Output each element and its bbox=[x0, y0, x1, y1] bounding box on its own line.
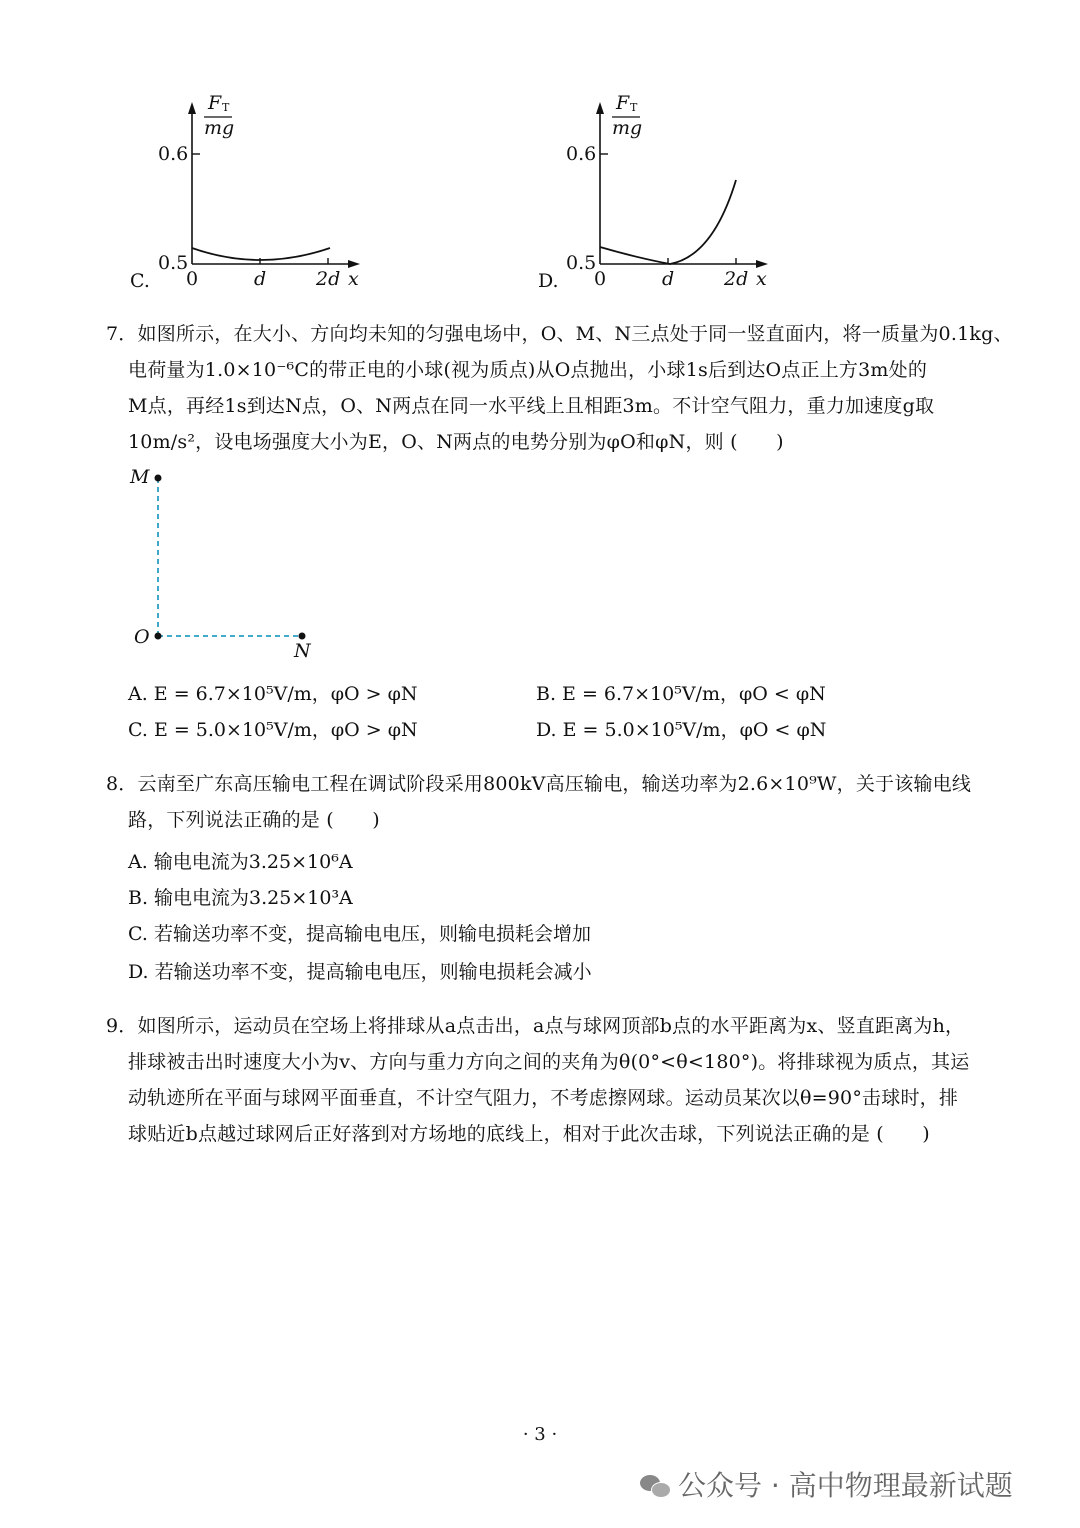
page-number: · 3 · bbox=[522, 1424, 558, 1445]
graph-c-xtick-2d: 2d bbox=[316, 268, 341, 290]
graph-c-ylabel-sub: T bbox=[222, 101, 230, 114]
graph-c bbox=[120, 88, 400, 298]
point-n bbox=[299, 633, 306, 640]
graph-c-xtick-0: 0 bbox=[186, 268, 199, 290]
graph-c-ytick-06: 0.6 bbox=[158, 143, 189, 165]
graph-d-ylabel-top: F bbox=[616, 92, 630, 114]
q9-line-3: 动轨迹所在平面与球网平面垂直，不计空气阻力，不考虑擦网球。运动员某次以θ=90°击球时，排 bbox=[128, 1087, 959, 1109]
graph-c-xaxis-label: x bbox=[348, 268, 359, 290]
q8-option-b: B. 输电电流为3.25×10³A bbox=[128, 887, 353, 909]
q7-diagram bbox=[120, 462, 340, 672]
q7-option-c: C. E = 5.0×10⁵V/m，φO > φN bbox=[128, 719, 418, 741]
q7-line-1: 7．如图所示，在大小、方向均未知的匀强电场中，O、M、N三点处于同一竖直面内，将一质量为0.1kg、 bbox=[106, 323, 1013, 345]
label-m: M bbox=[130, 466, 150, 488]
graph-d-xtick-0: 0 bbox=[594, 268, 607, 290]
q8-line-1: 8．云南至广东高压输电工程在调试阶段采用800kV高压输电，输送功率为2.6×10⁹W，关于该输电线 bbox=[106, 773, 972, 795]
q7-option-b: B. E = 6.7×10⁵V/m，φO < φN bbox=[536, 683, 826, 705]
graph-d-ytick-06: 0.6 bbox=[566, 143, 597, 165]
q7-line-3: M点，再经1s到达N点，O、N两点在同一水平线上且相距3m。不计空气阻力，重力加速度g取 bbox=[128, 395, 935, 417]
wechat-icon bbox=[640, 1473, 670, 1499]
graph-c-ylabel-top: F bbox=[208, 92, 222, 114]
graph-d-xaxis-label: x bbox=[756, 268, 767, 290]
watermark-text: 公众号 · 高中物理最新试题 bbox=[678, 1469, 1013, 1502]
watermark bbox=[640, 1464, 1013, 1504]
graph-d bbox=[528, 88, 808, 298]
graph-c-ytick-05: 0.5 bbox=[158, 252, 189, 274]
q7-line-4: 10m/s²，设电场强度大小为E，O、N两点的电势分别为φO和φN，则 ( ) bbox=[128, 431, 784, 453]
graph-c-option: C. bbox=[130, 270, 150, 292]
q8-line-2: 路，下列说法正确的是 ( ) bbox=[128, 809, 380, 831]
q7-option-a: A. E = 6.7×10⁵V/m，φO > φN bbox=[128, 683, 418, 705]
graph-d-curve bbox=[600, 180, 736, 264]
q9-line-4: 球贴近b点越过球网后正好落到对方场地的底线上，相对于此次击球，下列说法正确的是 ( ) bbox=[128, 1123, 930, 1145]
label-n: N bbox=[294, 640, 311, 662]
q8-option-d: D. 若输送功率不变，提高输电电压，则输电损耗会减小 bbox=[128, 961, 592, 983]
q8-option-c: C. 若输送功率不变，提高输电电压，则输电损耗会增加 bbox=[128, 923, 591, 945]
q9-line-2: 排球被击出时速度大小为v、方向与重力方向之间的夹角为θ(0°<θ<180°)。将排球视为质点，其运 bbox=[128, 1051, 970, 1073]
graph-c-curve bbox=[192, 248, 330, 260]
graph-c-xtick-d: d bbox=[254, 268, 267, 290]
label-o: O bbox=[134, 626, 150, 648]
graph-d-ylabel-bottom: mg bbox=[612, 117, 643, 139]
graph-d-xtick-d: d bbox=[662, 268, 675, 290]
graph-c-ylabel-bottom: mg bbox=[204, 117, 235, 139]
graph-d-ylabel-sub: T bbox=[630, 101, 638, 114]
graph-d-xtick-2d: 2d bbox=[724, 268, 749, 290]
graph-d-ytick-05: 0.5 bbox=[566, 252, 597, 274]
point-o bbox=[155, 633, 162, 640]
q7-option-d: D. E = 5.0×10⁵V/m，φO < φN bbox=[536, 719, 827, 741]
q7-line-2: 电荷量为1.0×10⁻⁶C的带正电的小球(视为质点)从O点抛出，小球1s后到达O点正上方3m处的 bbox=[128, 359, 928, 381]
graph-d-option: D. bbox=[538, 270, 559, 292]
q8-option-a: A. 输电电流为3.25×10⁶A bbox=[128, 851, 353, 873]
q9-line-1: 9．如图所示，运动员在空场上将排球从a点击出，a点与球网顶部b点的水平距离为x、竖直距离为h， bbox=[106, 1015, 965, 1037]
point-m bbox=[155, 475, 162, 482]
